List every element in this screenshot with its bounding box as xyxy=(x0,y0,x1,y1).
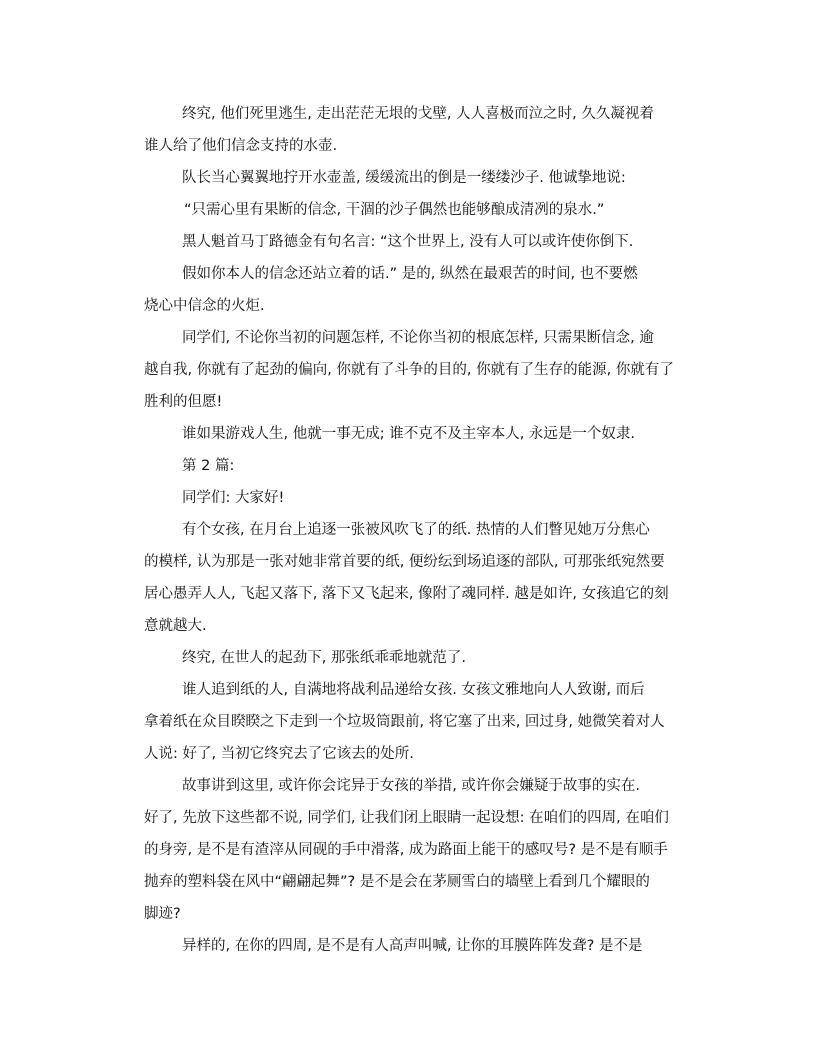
text-line: 异样的, 在你的四周, 是不是有人高声叫喊, 让你的耳膜阵阵发聋? 是不是 xyxy=(182,938,643,954)
text-line: 拿着纸在众目睽睽之下走到一个垃圾筒跟前, 将它塞了出来, 回过身, 她微笑着对人 xyxy=(144,714,665,730)
text-line: 假如你本人的信念还站立着的话.” 是的, 纵然在最艰苦的时间, 也不要燃 xyxy=(182,266,638,282)
text-line: 烧心中信念的火炬. xyxy=(144,298,265,314)
text-line: 人说: 好了, 当初它终究去了它该去的处所. xyxy=(144,746,414,762)
greeting-line: 同学们: 大家好! xyxy=(182,490,285,506)
quote-line: “只需心里有果断的信念, 干涸的沙子偶然也能够酿成清冽的泉水.” xyxy=(184,202,605,218)
text-line: 谁人给了他们信念支持的水壶. xyxy=(144,138,338,154)
text-line: 终究, 他们死里逃生, 走出茫茫无垠的戈壁, 人人喜极而泣之时, 久久凝视着 xyxy=(182,106,654,122)
text-line: 好了, 先放下这些都不说, 同学们, 让我们闭上眼睛一起设想: 在咱们的四周, 在咱们 xyxy=(144,810,669,826)
text-line: 终究, 在世人的起劲下, 那张纸乖乖地就范了. xyxy=(182,650,467,666)
text-line: 队长当心翼翼地拧开水壶盖, 缓缓流出的倒是一缕缕沙子. 他诚挚地说: xyxy=(182,170,626,186)
text-line: 的模样, 认为那是一张对她非常首要的纸, 便纷纭到场追逐的部队, 可那张纸宛然要 xyxy=(144,554,665,570)
text-line: 胜利的但愿! xyxy=(144,394,223,410)
text-line: 抛弃的塑料袋在风中“翩翩起舞”? 是不是会在茅厕雪白的墙壁上看到几个耀眼的 xyxy=(144,874,650,890)
document-body xyxy=(144,98,684,962)
text-line: 意就越大. xyxy=(144,618,207,634)
text-line: 的身旁, 是不是有渣滓从同砚的手中滑落, 成为路面上能干的感叹号? 是不是有顺手 xyxy=(144,842,668,858)
text-line: 有个女孩, 在月台上追逐一张被风吹飞了的纸. 热情的人们瞥见她万分焦心 xyxy=(182,522,650,538)
text-line: 谁如果游戏人生, 他就一事无成; 谁不克不及主宰本人, 永远是一个奴隶. xyxy=(182,426,636,442)
text-line: 谁人追到纸的人, 自满地将战利品递给女孩. 女孩文雅地向人人致谢, 而后 xyxy=(182,682,645,698)
text-line: 故事讲到这里, 或许你会诧异于女孩的举措, 或许你会嫌疑于故事的实在. xyxy=(182,778,641,794)
text-line: 脚迹? xyxy=(144,906,181,922)
text-line: 黑人魁首马丁路德金有句名言: “这个世界上, 没有人可以或许使你倒下. xyxy=(182,234,634,250)
text-line: 居心愚弄人人, 飞起又落下, 落下又飞起来, 像附了魂同样. 越是如许, 女孩追它的刻 xyxy=(144,586,669,602)
text-line: 越自我, 你就有了起劲的偏向, 你就有了斗争的目的, 你就有了生存的能源, 你就有了 xyxy=(144,362,674,378)
section-heading: 第 2 篇: xyxy=(182,458,235,474)
text-line: 同学们, 不论你当初的问题怎样, 不论你当初的根底怎样, 只需果断信念, 逾 xyxy=(182,330,654,346)
